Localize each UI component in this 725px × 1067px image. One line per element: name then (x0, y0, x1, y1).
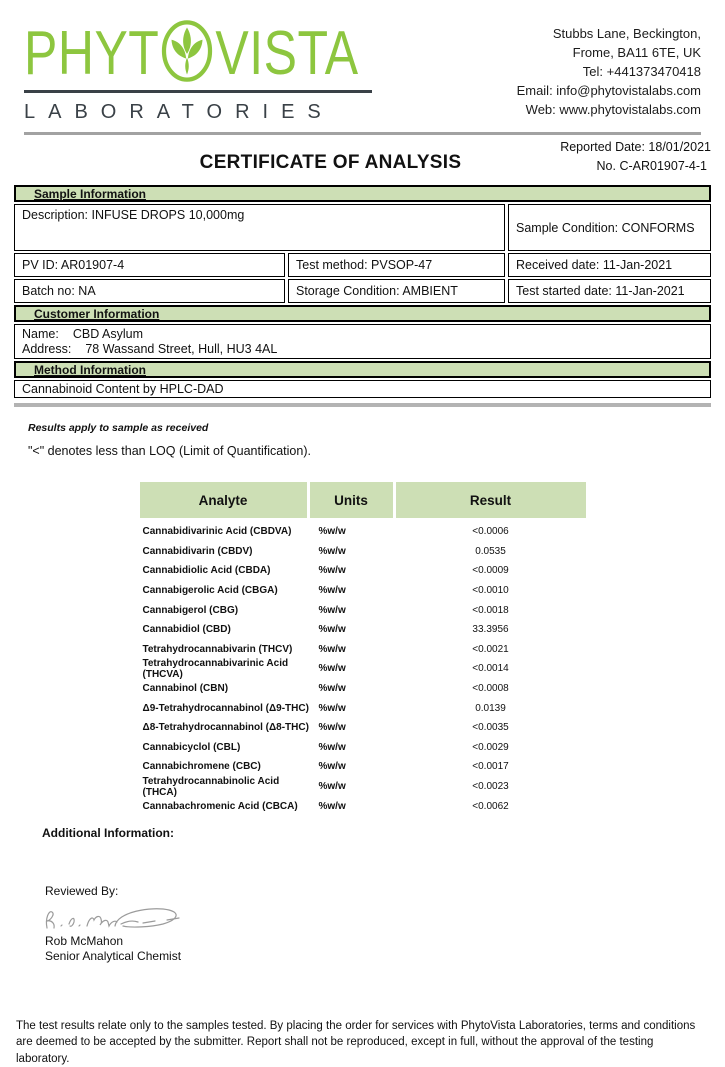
cell-units: %w/w (318, 741, 346, 753)
cell-analyte: Cannabichromene (CBC) (142, 761, 261, 773)
cell-result: <0.0008 (472, 683, 509, 695)
cell-units: %w/w (318, 545, 346, 557)
sample-condition-cell: Sample Condition: CONFORMS (508, 204, 711, 251)
batch-no-cell: Batch no: NA (14, 279, 285, 303)
signature-image (39, 902, 189, 934)
cell-units: %w/w (318, 800, 346, 812)
contact-line: Tel: +441373470418 (582, 64, 701, 79)
cell-units: %w/w (318, 663, 346, 675)
contact-line: Stubbs Lane, Beckington, (552, 26, 701, 41)
table-row (140, 698, 586, 718)
pv-id-cell: PV ID: AR01907-4 (14, 253, 285, 277)
sample-row-2 (14, 253, 711, 277)
brand-underline (24, 90, 372, 93)
cell-units: %w/w (318, 781, 346, 793)
cell-units: %w/w (318, 702, 346, 714)
customer-name-label: Name: (22, 327, 59, 341)
customer-address-value: 78 Wassand Street, Hull, HU3 4AL (85, 342, 278, 356)
header-cell-units: Units (310, 482, 393, 518)
cell-result: <0.0062 (472, 800, 509, 812)
cell-analyte: Cannabigerolic Acid (CBGA) (142, 585, 278, 597)
brand-logo (24, 20, 372, 124)
brand-text-left: PHYT (24, 18, 160, 88)
cell-analyte: Δ8-Tetrahydrocannabinol (Δ8-THC) (142, 722, 309, 734)
contact-line: Web: www.phytovistalabs.com (525, 102, 701, 117)
customer-name (22, 327, 703, 341)
table-row (140, 561, 586, 581)
table-row (140, 640, 586, 660)
loq-note: "<" denotes less than LOQ (Limit of Quantification). (28, 444, 311, 458)
table-row (140, 777, 586, 797)
cell-analyte: Tetrahydrocannabivarinic Acid (THCVA) (142, 657, 289, 680)
reported-date: Reported Date: 18/01/2021 (560, 140, 711, 154)
table-row (140, 620, 586, 640)
contact-block (517, 20, 701, 124)
table-row (140, 757, 586, 777)
sample-row-1 (14, 204, 711, 251)
cell-result: <0.0035 (472, 722, 509, 734)
table-row (140, 796, 586, 816)
contact-line: Frome, BA11 6TE, UK (572, 45, 701, 60)
results-table-header (140, 482, 586, 518)
results-table (140, 482, 586, 816)
contact-line: Email: info@phytovistalabs.com (516, 83, 701, 98)
sample-row-3 (14, 279, 711, 303)
cell-units: %w/w (318, 565, 346, 577)
reviewer-name: Rob McMahon (45, 933, 124, 948)
method-description: Cannabinoid Content by HPLC-DAD (14, 380, 711, 398)
customer-address (22, 342, 703, 356)
reviewer-title: Senior Analytical Chemist (45, 948, 182, 963)
results-table-body (140, 522, 586, 816)
cell-units: %w/w (318, 683, 346, 695)
sample-information-header: Sample Information (14, 185, 711, 202)
cell-analyte: Cannabidiol (CBD) (142, 624, 231, 636)
cell-analyte: Cannabidiolic Acid (CBDA) (142, 565, 271, 577)
customer-details-cell (14, 324, 711, 359)
page-header (0, 0, 725, 124)
additional-information-label: Additional Information: (42, 825, 174, 840)
test-method-cell: Test method: PVSOP-47 (288, 253, 505, 277)
section-separator (14, 403, 711, 407)
storage-condition-cell: Storage Condition: AMBIENT (288, 279, 505, 303)
cell-analyte: Cannabicyclol (CBL) (142, 741, 241, 753)
cell-result: <0.0010 (472, 585, 509, 597)
cell-units: %w/w (318, 761, 346, 773)
customer-information-header: Customer Information (14, 305, 711, 322)
cell-analyte: Cannabidivarinic Acid (CBDVA) (142, 526, 292, 538)
cell-units: %w/w (318, 604, 346, 616)
cell-units: %w/w (318, 526, 346, 538)
cell-result: <0.0021 (472, 643, 509, 655)
page-title: CERTIFICATE OF ANALYSIS (199, 152, 462, 173)
cell-analyte: Δ9-Tetrahydrocannabinol (Δ9-THC) (142, 702, 309, 714)
info-section (14, 185, 711, 398)
cell-analyte: Tetrahydrocannabinolic Acid (THCA) (142, 775, 280, 798)
results-note: Results apply to sample as received (28, 422, 209, 434)
cell-result: <0.0017 (472, 761, 509, 773)
cell-units: %w/w (318, 624, 346, 636)
cell-result: <0.0014 (472, 663, 509, 675)
header-cell-analyte: Analyte (140, 482, 307, 518)
leaf-logo-icon (161, 20, 213, 82)
cell-result: <0.0029 (472, 741, 509, 753)
table-row (140, 522, 586, 542)
cell-result: 33.3956 (472, 624, 509, 636)
table-row (140, 679, 586, 699)
cell-result: <0.0006 (472, 526, 509, 538)
title-block (14, 135, 711, 185)
footer-disclaimer: The test results relate only to the samples tested. By placing the order for services with PhytoVista Laboratories, terms and conditions are deemed to be accepted by the submitter. Report shall not be reproduced, except in full, without the approval of the testing laboratory. (16, 1019, 696, 1065)
certificate-number: No. C-AR01907-4-1 (596, 159, 707, 173)
brand-wordmark (24, 18, 372, 88)
description-cell: Description: INFUSE DROPS 10,000mg (14, 204, 505, 251)
table-row (140, 738, 586, 758)
brand-subtitle: LABORATORIES (24, 101, 334, 123)
table-row (140, 581, 586, 601)
cell-result: <0.0018 (472, 604, 509, 616)
received-date-cell: Received date: 11-Jan-2021 (508, 253, 711, 277)
table-row (140, 600, 586, 620)
cell-analyte: Cannabidivarin (CBDV) (142, 545, 253, 557)
cell-result: 0.0139 (475, 702, 506, 714)
cell-units: %w/w (318, 585, 346, 597)
cell-analyte: Cannabachromenic Acid (CBCA) (142, 800, 298, 812)
cell-analyte: Cannabigerol (CBG) (142, 604, 239, 616)
table-row (140, 718, 586, 738)
brand-text-right: VISTA (215, 18, 359, 88)
cell-units: %w/w (318, 722, 346, 734)
cell-result: <0.0023 (472, 781, 509, 793)
cell-units: %w/w (318, 643, 346, 655)
review-block (45, 884, 725, 964)
cell-analyte: Cannabinol (CBN) (142, 683, 229, 695)
customer-address-label: Address: (22, 342, 72, 356)
table-row (140, 659, 586, 679)
table-row (140, 542, 586, 562)
test-started-cell: Test started date: 11-Jan-2021 (508, 279, 711, 303)
header-cell-result: Result (396, 482, 586, 518)
cell-result: 0.0535 (475, 545, 506, 557)
cell-analyte: Tetrahydrocannabivarin (THCV) (142, 643, 293, 655)
reviewed-by-label: Reviewed By: (45, 883, 119, 898)
method-information-header: Method Information (14, 361, 711, 378)
cell-result: <0.0009 (472, 565, 509, 577)
customer-name-value: CBD Asylum (72, 327, 143, 341)
